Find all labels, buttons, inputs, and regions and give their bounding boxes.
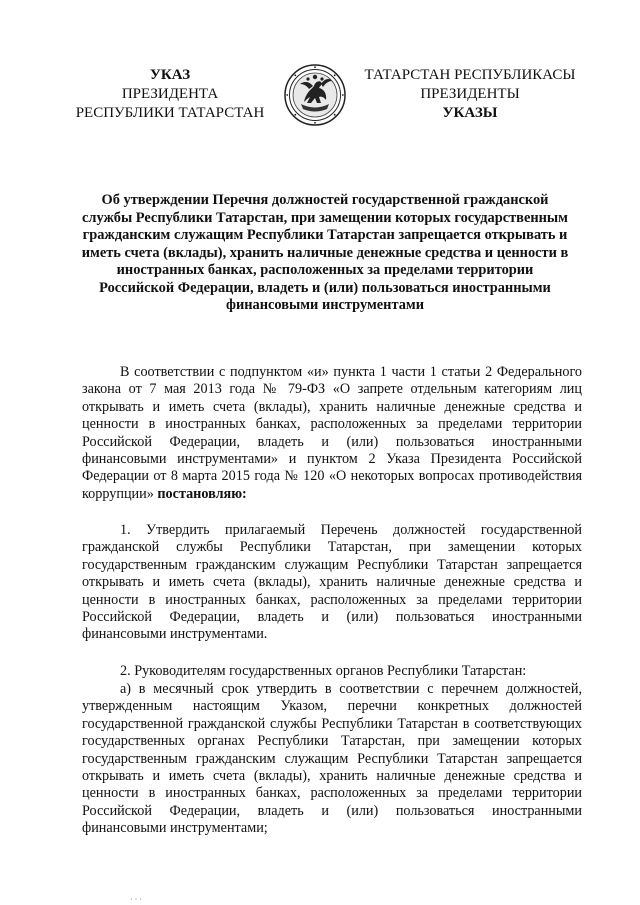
header-tatar (360, 66, 580, 123)
clause-2a (82, 681, 582, 838)
preamble-text: В соответствии с подпунктом «и» пункта 1 части 1 статьи 2 Федерального закона от 7 мая 2013 года № 79-ФЗ «О запрете отдельным категориям лиц открывать и иметь счета (вклады), хранить наличные денежные средства и ценности в иностранных банках, расположенных за пределами территории Российской Федерации, владеть и (или) пользоваться иностранными финансовыми инструментами» и пунктом 2 Указа Президента Российской Федерации от 8 марта 2015 года № 120 «О некоторых вопросах противодействия коррупции» (82, 364, 582, 502)
header-russian (70, 66, 270, 123)
header-left-line-1: УКАЗ (149, 67, 191, 83)
header-right-line-1: ТАТАРСТАН РЕСПУБЛИКАСЫ (364, 67, 576, 83)
scan-artifact: · · · (130, 895, 142, 904)
clause-1 (82, 522, 582, 644)
clause-2-text: 2. Руководителям государственных органов Республики Татарстан: (120, 663, 527, 679)
preamble-paragraph (82, 364, 582, 503)
header-left-line-3: РЕСПУБЛИКИ ТАТАРСТАН (75, 105, 265, 121)
clause-2a-text: а) в месячный срок утвердить в соответствии с перечнем должностей, утвержденным настоящим Указом, перечни конкретных должностей государственной гражданской службы Республики Татарстан в соответствующих государственных органах Республики Татарстан, при замещении которых государственным гражданским служащим Республики Татарстан запрещается открывать и иметь счета (вклады), хранить наличные денежные средства и ценности в иностранных банках, расположенных за пределами территории Российской Федерации, владеть и (или) пользоваться иностранными финансовыми инструментами; (82, 681, 582, 837)
tatarstan-coat-of-arms-icon (284, 64, 346, 126)
header-right-line-3: УКАЗЫ (442, 105, 498, 121)
header-left-line-2: ПРЕЗИДЕНТА (121, 86, 219, 102)
clause-2 (82, 663, 582, 680)
clause-1-text: 1. Утвердить прилагаемый Перечень должностей государственной гражданской службы Республики Татарстан, при замещении которых государственным гражданским служащим Республики Татарстан запрещается открывать и иметь счета (вклады), хранить наличные денежные средства и ценности в иностранных банках, расположенных за пределами территории Российской Федерации, владеть и (или) пользоваться иностранными финансовыми инструментами. (82, 522, 582, 643)
decree-verb: постановляю: (157, 485, 247, 502)
decree-title: Об утверждении Перечня должностей государственной гражданской службы Республики Татарстан, при замещении которых государственным гражданским служащим Республики Татарстан запрещается открывать и иметь счета (вклады), хранить наличные денежные средства и ценности в иностранных банках, расположенных за пределами территории Российской Федерации, владеть и (или) пользоваться иностранными финансовыми инструментами (81, 192, 569, 313)
header-right-line-2: ПРЕЗИДЕНТЫ (420, 86, 520, 102)
document-header (0, 0, 640, 140)
